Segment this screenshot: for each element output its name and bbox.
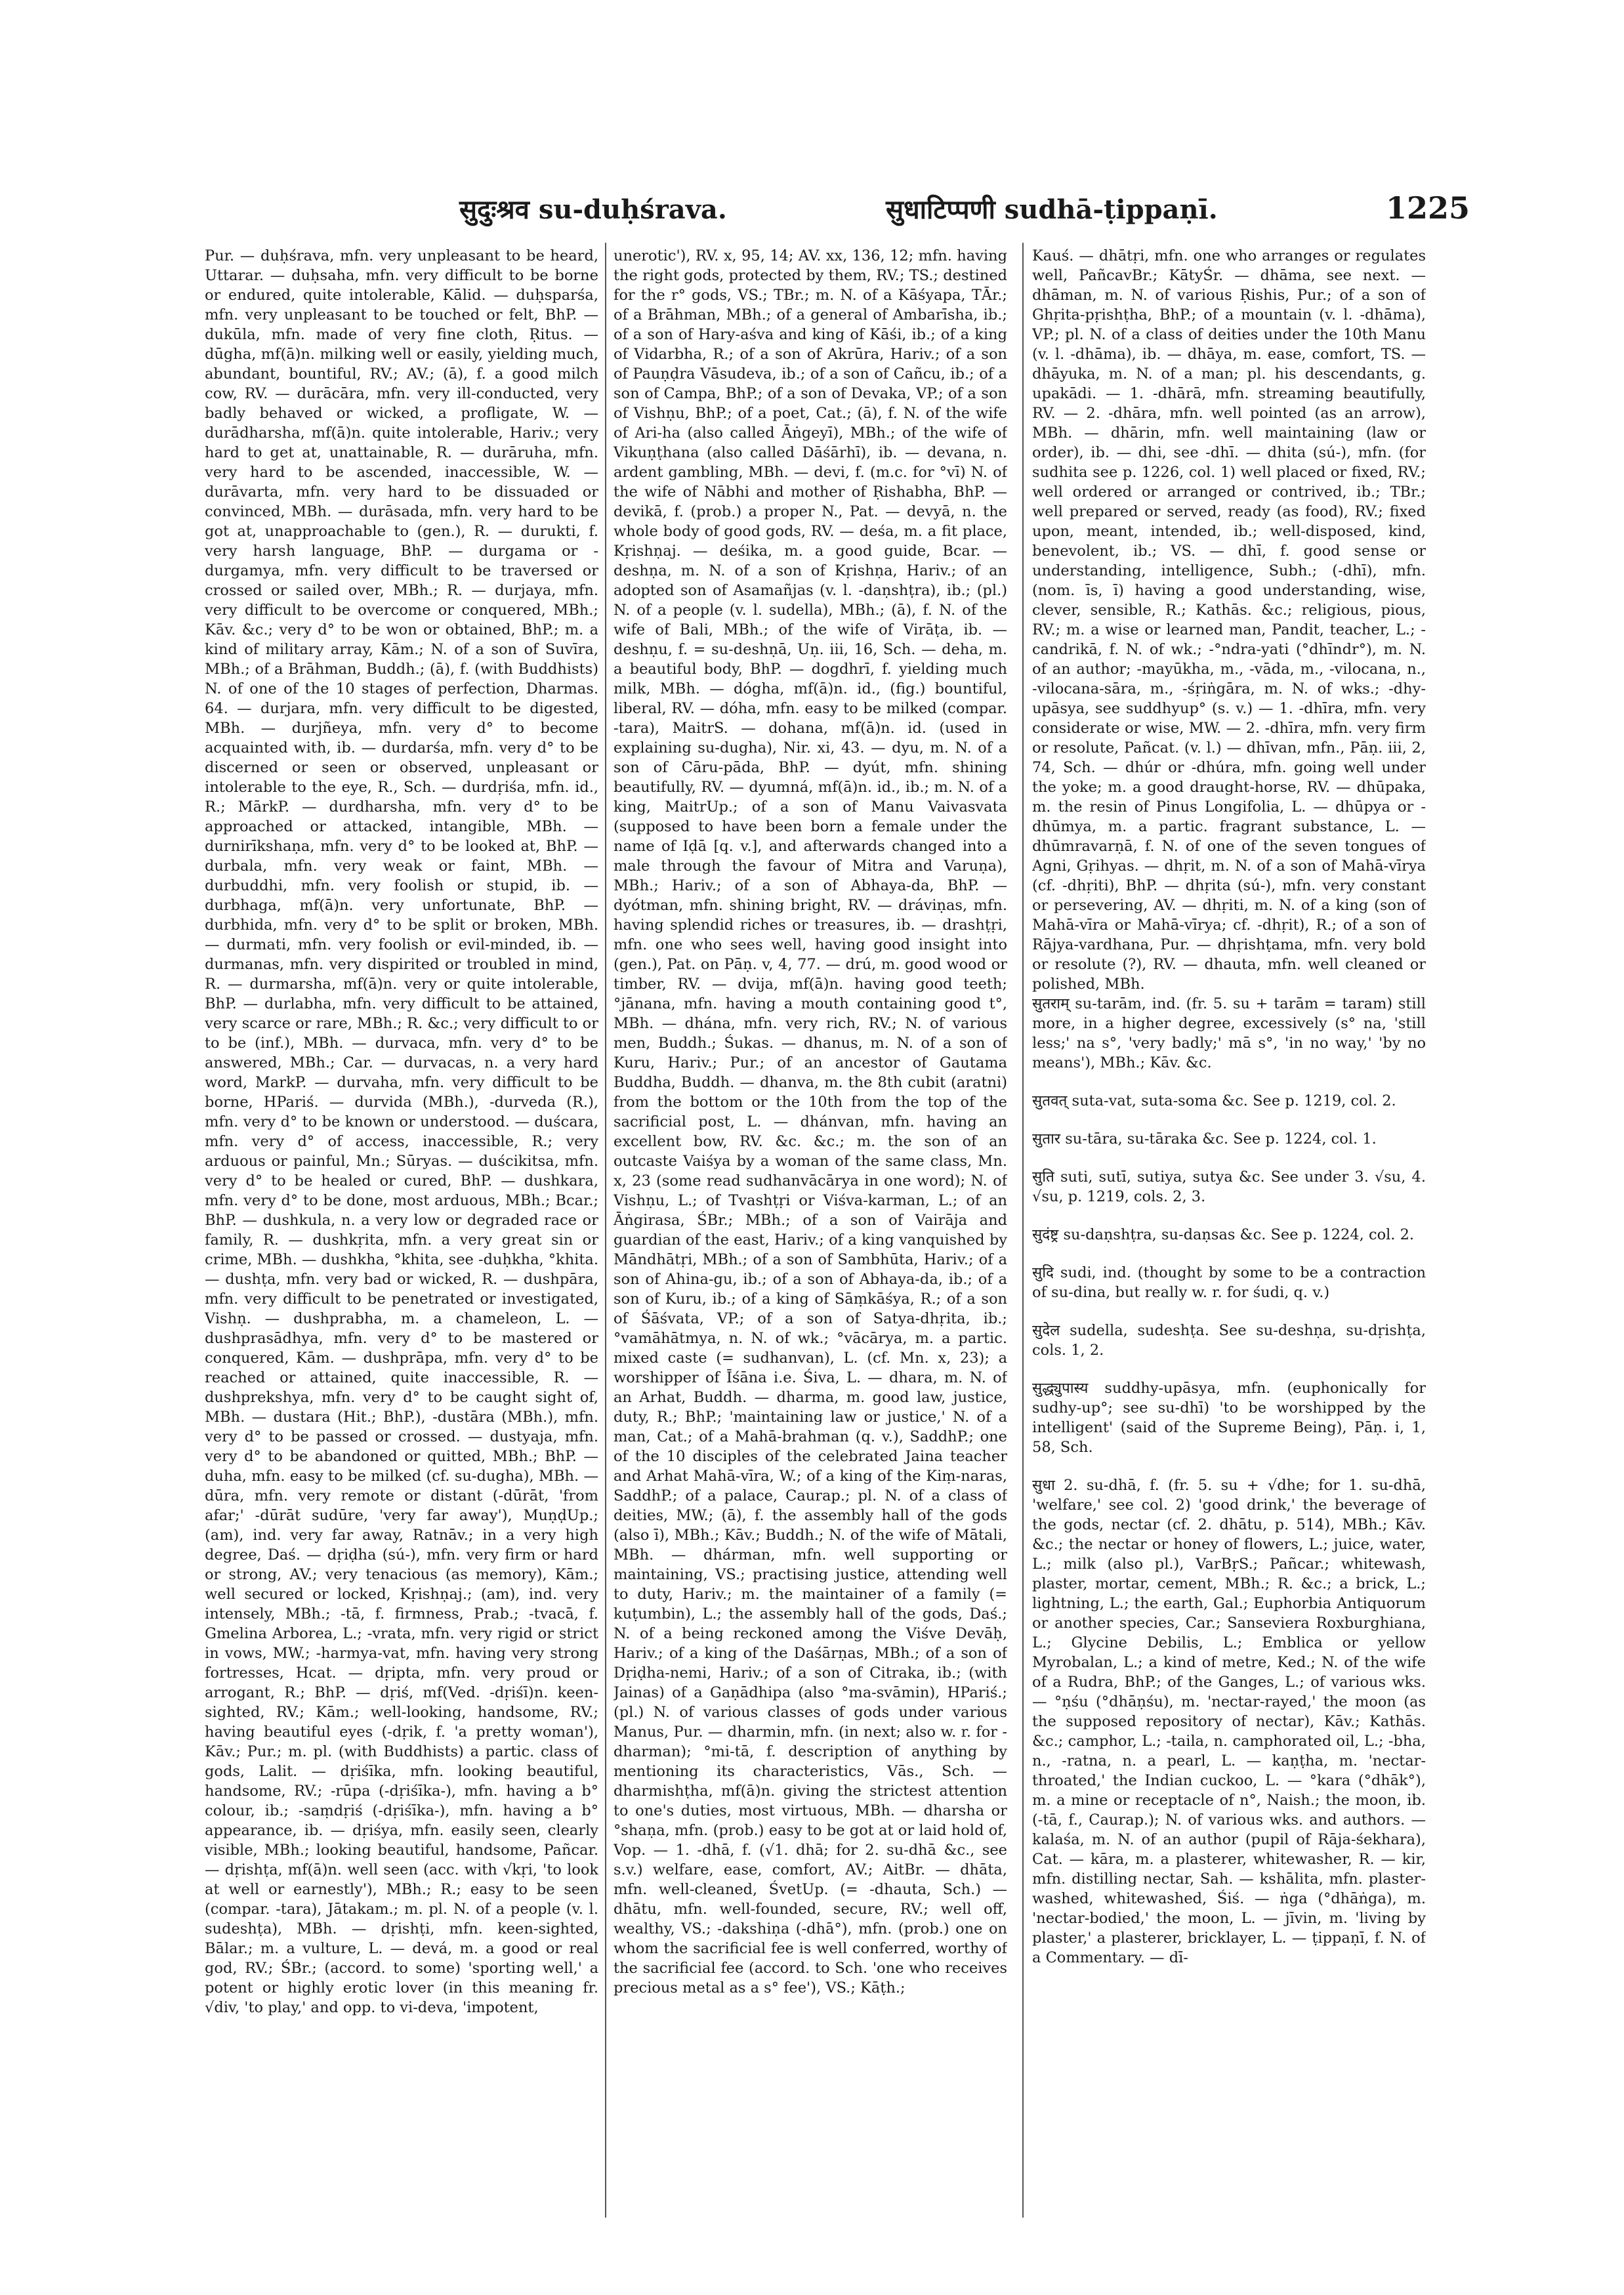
- dictionary-entry-sudha: सुधा 2. su-dhā, f. (fr. 5. su + √dhe; for 1. su-dhā, 'welfare,' see col. 2) 'good drink,' the beverage of the gods, nectar (cf. 2. dhātu, p. 514), MBh.; Kāv. &c.; the nectar or honey of flowers, L.; juice, water, L.; milk (also pl.), VarBṛS.; Pañcar.; whitewash, plaster, mortar, cement, MBh.; R. &c.; a brick, L.; lightning, L.; the earth, Gal.; Euphorbia Antiquorum or another species, Car.; Sanseviera Roxburghiana, L.; Glycine Debilis, L.; Emblica or yellow Myrobalan, L.; a kind of metre, Ked.; N. of the wife of a Rudra, BhP.; of the Ganges, L.; of various wks. — °ṇśu (°dhāṇśu), m. 'nectar-rayed,' the moon (as the supposed repository of nectar), Kāv.; Kathās. &c.; camphor, L.; -taila, n. camphorated oil, L.; -bha, n., -ratna, n. a pearl, L. — kaṇṭha, m. 'nectar-throated,' the Indian cuckoo, L. — °kara (°dhāk°), m. a mine or receptacle of n°, Naish.; the moon, ib. (-tā, f., Caurap.); N. of various wks. and authors. — kalaśa, m. N. of an author (pupil of Rāja-śekhara), Cat. — kāra, m. a plasterer, whitewasher, R. — kir, mfn. distilling nectar, Sah. — kshālita, mfn. plaster-washed, whitewashed, Śiś. — ṅga (°dhāṅga), m. 'nectar-bodied,' the moon, L. — jīvin, m. 'living by plaster,' a plasterer, bricklayer, L. — ṭippaṇī, f. N. of a Commentary. — dī-: [1032, 1477, 1426, 1966]
- column-2-text: unerotic'), RV. x, 95, 14; AV. xx, 136, 12; mfn. having the right gods, protected by them, RV.; TS.; destined for the r° gods, VS.; TBr.; m. N. of a Kāśyapa, TĀr.; of a Brāhman, MBh.; of a general of Ambarīsha, ib.; of a son of Hary-aśva and king of Kāśi, ib.; of a king of Vidarbha, R.; of a son of Akrūra, Hariv.; of a son of Pauṇḍra Vāsudeva, ib.; of a son of Cañcu, ib.; of a son of Campa, BhP.; of a son of Devaka, VP.; of a son of Vishṇu, BhP.; of a poet, Cat.; (ā), f. N. of the wife of Ari-ha (also called Āṅgeyī), MBh.; of the wife of Vikuṇṭhana (also called Dāśārhī), ib. — devana, n. ardent gambling, MBh. — devi, f. (m.c. for °vī) N. of the wife of Nābhi and mother of Ṛishabha, BhP. — devikā, f. (prob.) a proper N., Pat. — devyā, n. the whole body of good gods, RV. — deśa, m. a fit place, Kṛishṇaj. — deśika, m. a good guide, Bcar. — deshṇa, m. N. of a son of Kṛishṇa, Hariv.; of an adopted son of Asamañjas (v. l. -daṇshṭra), ib.; (pl.) N. of a people (v. l. sudella), MBh.; (ā), f. N. of the wife of Bali, MBh.; of the wife of Virāṭa, ib. — deshṇu, f. = su-deshṇā, Uṇ. iii, 16, Sch. — deha, m. a beautiful body, BhP. — dogdhrī, f. yielding much milk, MBh. — dógha, mf(ā)n. id., (fig.) bountiful, liberal, RV. — dóha, mfn. easy to be milked (compar. -tara), MaitrS. — dohana, mf(ā)n. id. (used in explaining su-dugha), Nir. xi, 43. — dyu, m. N. of a son of Cāru-pāda, BhP. — dyút, mfn. shining beautifully, RV. — dyumná, mf(ā)n. id., ib.; m. N. of a king, MaitrUp.; of a son of Manu Vaivasvata (supposed to have been born a female under the name of Iḍā [q. v.], and afterwards changed into a male through the favour of Mitra and Varuṇa), MBh.; Hariv.; of a son of Abhaya-da, BhP. — dyótman, mfn. shining bright, RV. — dráviṇas, mfn. having splendid riches or treasures, ib. — drashṭṛi, mfn. one who sees well, having good insight into (gen.), Pat. on Pāṇ. v, 4, 77. — drú, m. good wood or timber, RV. — dvija, mf(ā)n. having good teeth; °jānana, mfn. having a mouth containing good t°, MBh. — dhána, mfn. very rich, RV.; N. of various men, Buddh.; Śukas. — dhanus, m. N. of a son of Kuru, Hariv.; Pur.; of an ancestor of Gautama Buddha, Buddh. — dhanva, m. the 8th cubit (aratni) from the bottom or the 10th from the top of the sacrificial post, L. — dhánvan, mfn. having an excellent bow, RV. &c. &c.; m. the son of an outcaste Vaiśya by a woman of the same class, Mn. x, 23 (some read sudhanvācārya in one word); N. of Vishṇu, L.; of Tvashṭṛi or Viśva-karman, L.; of an Āṅgirasa, ŚBr.; MBh.; of a son of Vairāja and guardian of the east, Hariv.; of a king vanquished by Māndhātṛi, MBh.; of a son of Sambhūta, Hariv.; of a son of Ahina-gu, ib.; of a son of Abhaya-da, ib.; of a son of Kuru, ib.; of a king of Sāṃkāśya, R.; of a son of Śāśvata, VP.; of a son of Satya-dhṛita, ib.; °vamāhātmya, n. N. of wk.; °vācārya, m. a partic. mixed caste (= sudhanvan), L. (cf. Mn. x, 23); a worshipper of Īśāna i.e. Śiva, L. — dhara, m. N. of an Arhat, Buddh. — dharma, m. good law, justice, duty, R.; BhP.; 'maintaining law or justice,' N. of a man, Cat.; of a Mahā-brahman (q. v.), SaddhP.; one of the 10 disciples of the celebrated Jaina teacher and Arhat Mahā-vīra, W.; of a king of the Kiṃ-naras, SaddhP.; of a palace, Caurap.; pl. N. of a class of deities, MW.; (ā), f. the assembly hall of the gods (also ī), MBh.; Kāv.; Buddh.; N. of the wife of Mātali, MBh. — dhárman, mfn. well supporting or maintaining, VS.; practising justice, attending well to duty, Hariv.; m. the maintainer of a family (= kuṭumbin), L.; the assembly hall of the gods, Daś.; N. of a being reckoned among the Viśve Devāḥ, Hariv.; of a king of the Daśārṇas, MBh.; of a son of Dṛiḍha-nemi, Hariv.; of a son of Citraka, ib.; (with Jainas) of a Gaṇādhipa (also °ma-svāmin), HPariś.; (pl.) N. of various classes of gods under various Manus, Pur. — dharmin, mfn. (in next; also w. r. for -dharman); °mi-tā, f. description of anything by mentioning its characteristics, Vās., Sch. — dharmishṭha, mf(ā)n. giving the strictest attention to one's duties, most virtuous, MBh. — dharsha or °shaṇa, mfn. (prob.) easy to be got at or laid hold of, Vop. — 1. -dhā, f. (√1. dhā; for 2. su-dhā &c., see s.v.) welfare, ease, comfort, AV.; AitBr. — dhāta, mfn. well-cleaned, ŚvetUp. (= -dhauta, Sch.) — dhātu, mfn. well-founded, secure, RV.; well off, wealthy, VS.; -dakshiṇa (-dhā°), mfn. (prob.) one on whom the sacrificial fee is well conferred, worthy of the sacrificial fee (accord. to Sch. 'one who receives precious metal as a s° fee'), VS.; Kāṭh.;: [614, 247, 1007, 1996]
- column-3: [1032, 246, 1426, 2214]
- dictionary-entry-sudi: सुदि sudi, ind. (thought by some to be a contraction of su-dina, but really w. r. for śudi, q. v.): [1032, 1264, 1426, 1301]
- dictionary-entry-sutara: सुतार su-tāra, su-tāraka &c. See p. 1224, col. 1.: [1032, 1130, 1377, 1148]
- column-divider: [605, 243, 606, 2218]
- dictionary-entry-sudella: सुदेल sudella, sudeshṭa. See su-deshṇa, su-dṛishṭa, cols. 1, 2.: [1032, 1322, 1426, 1359]
- column-1: [205, 246, 598, 2214]
- dictionary-entry-suti: सुति suti, sutī, sutiya, sutya &c. See under 3. √su, 4. √su, p. 1219, cols. 2, 3.: [1032, 1168, 1426, 1205]
- left-running-headword: सुदुःश्रव su-duḥśrava.: [459, 194, 727, 225]
- right-running-headword: सुधाटिप्पणी sudhā-ṭippaṇī.: [886, 194, 1218, 225]
- dictionary-entry-suddhy-upasya: सुद्ध्युपास्य suddhy-upāsya, mfn. (euphonically for sudhy-up°; see su-dhī) 'to be worshipped by the intelligent' (said of the Supreme Being), Pāṇ. i, 1, 58, Sch.: [1032, 1380, 1426, 1456]
- column-divider: [1022, 243, 1024, 2218]
- page-header: [197, 190, 1476, 230]
- page-number: 1225: [1385, 190, 1470, 226]
- dictionary-entry-sutaram: सुतराम् su-tarām, ind. (fr. 5. su + tarām = taram) still more, in a higher degree, excessively (s° na, 'still less;' na s°, 'very badly;' mā s°, 'in no way,' 'by no means'), MBh.; Kāv. &c.: [1032, 995, 1426, 1071]
- column-2: [614, 246, 1007, 2214]
- column-1-text: Pur. — duḥśrava, mfn. very unpleasant to be heard, Uttarar. — duḥsaha, mfn. very difficult to be borne or endured, quite intolerable, Kālid. — duḥsparśa, mfn. very unpleasant to be touched or felt, BhP. — dukūla, mfn. made of very fine cloth, Ṛitus. — dūgha, mf(ā)n. milking well or easily, yielding much, abundant, bountiful, RV.; AV.; (ā), f. a good milch cow, RV. — durācāra, mfn. very ill-conducted, very badly behaved or wicked, a profligate, W. — durādharsha, mf(ā)n. quite intolerable, Hariv.; very hard to get at, unattainable, R. — durāruha, mfn. very hard to be ascended, inaccessible, W. — durāvarta, mfn. very hard to be dissuaded or convinced, MBh. — durāsada, mfn. very hard to be got at, unapproachable to (gen.), R. — durukti, f. very harsh language, BhP. — durgama or -durgamya, mfn. very difficult to be traversed or crossed or sailed over, MBh.; R. — durjaya, mfn. very difficult to be overcome or conquered, MBh.; Kāv. &c.; very d° to be won or obtained, BhP.; m. a kind of military array, Kām.; N. of a son of Suvīra, MBh.; of a Brāhman, Buddh.; (ā), f. (with Buddhists) N. of one of the 10 stages of perfection, Dharmas. 64. — durjara, mfn. very difficult to be digested, MBh. — durjñeya, mfn. very d° to become acquainted with, ib. — durdarśa, mfn. very d° to be discerned or seen or observed, unpleasant or intolerable to the eye, R., Sch. — durdṛiśa, mfn. id., R.; MārkP. — durdharsha, mfn. very d° to be approached or attacked, intangible, MBh. — durnirīkshaṇa, mfn. very d° to be looked at, BhP. — durbala, mfn. very weak or faint, MBh. — durbuddhi, mfn. very foolish or stupid, ib. — durbhaga, mf(ā)n. very unfortunate, BhP. — durbhida, mfn. very d° to be split or broken, MBh. — durmati, mfn. very foolish or evil-minded, ib. — durmanas, mfn. very dispirited or troubled in mind, R. — durmarsha, mf(ā)n. very or quite intolerable, BhP. — durlabha, mfn. very difficult to be attained, very scarce or rare, MBh.; R. &c.; very difficult to or to be (inf.), MBh. — durvaca, mfn. very d° to be answered, MBh.; Car. — durvacas, n. a very hard word, MarkP. — durvaha, mfn. very difficult to be borne, HPariś. — durvida (MBh.), -durveda (R.), mfn. very d° to be known or understood. — duścara, mfn. very d° of access, inaccessible, R.; very arduous or painful, Mn.; Sūryas. — duścikitsa, mfn. very d° to be healed or cured, BhP. — dushkara, mfn. very d° to be done, most arduous, MBh.; Bcar.; BhP. — dushkula, n. a very low or degraded race or family, R. — dushkṛita, mfn. a very great sin or crime, MBh. — dushkha, °khita, see -duḥkha, °khita. — dushṭa, mfn. very bad or wicked, R. — dushpāra, mfn. very difficult to be penetrated or investigated, Vishṇ. — dushprabha, m. a chameleon, L. — dushprasādhya, mfn. very d° to be mastered or conquered, Kām. — dushprāpa, mfn. very d° to be reached or attained, quite inaccessible, R. — dushprekshya, mfn. very d° to be caught sight of, MBh. — dustara (Hit.; BhP.), -dustāra (MBh.), mfn. very d° to be passed or crossed. — dustyaja, mfn. very d° to be abandoned or quitted, MBh.; BhP. — duha, mfn. easy to be milked (cf. su-dugha), MBh. — dūra, mfn. very remote or distant (-dūrāt, 'from afar;' -dūrāt sudūre, 'very far away'), MuṇḍUp.; (am), ind. very far away, Ratnāv.; in a very high degree, Daś. — dṛiḍha (sú-), mfn. very firm or hard or strong, AV.; very tenacious (as memory), Kām.; well secured or locked, Kṛishṇaj.; (am), ind. very intensely, MBh.; -tā, f. firmness, Prab.; -tvacā, f. Gmelina Arborea, L.; -vrata, mfn. very rigid or strict in vows, MW.; -harmya-vat, mfn. having very strong fortresses, Hcat. — dṛipta, mfn. very proud or arrogant, R.; BhP. — dṛiś, mf(Ved. -dṛiśī)n. keen-sighted, RV.; Kām.; well-looking, handsome, RV.; having beautiful eyes (-dṛik, f. 'a pretty woman'), Kāv.; Pur.; m. pl. (with Buddhists) a partic. class of gods, Lalit. — dṛiśīka, mfn. looking beautiful, handsome, RV.; -rūpa (-dṛiśīka-), mfn. having a b° colour, ib.; -saṃdṛiś (-dṛiśīka-), mfn. having a b° appearance, ib. — dṛiśya, mfn. easily seen, clearly visible, MBh.; looking beautiful, handsome, Pañcar. — dṛishṭa, mf(ā)n. well seen (acc. with √kṛi, 'to look at well or earnestly'), MBh.; R.; easy to be seen (compar. -tara), Jātakam.; m. pl. N. of a people (v. l. sudeshṭa), MBh. — dṛishṭi, mfn. keen-sighted, Bālar.; m. a vulture, L. — devá, m. a good or real god, RV.; ŚBr.; (accord. to some) 'sporting well,' a potent or highly erotic lover (in this meaning fr. √div, 'to play,' and opp. to vi-deva, 'impotent,: [205, 247, 598, 2016]
- dictionary-entry-sudanshtra: सुदंष्ट्र su-daṇshṭra, su-daṇsas &c. See p. 1224, col. 2.: [1032, 1226, 1415, 1243]
- column-3-text: Kauś. — dhātṛi, mfn. one who arranges or regulates well, PañcavBr.; KātyŚr. — dhāma, see next. — dhāman, m. N. of various Ṛishis, Pur.; of a son of Ghṛita-pṛishṭha, BhP.; of a mountain (v. l. -dhāma), VP.; pl. N. of a class of deities under the 10th Manu (v. l. -dhāma), ib. — dhāya, m. ease, comfort, TS. — dhāyuka, m. N. of a man; pl. his descendants, g. upakādi. — 1. -dhārā, mfn. streaming beautifully, RV. — 2. -dhāra, mfn. well pointed (as an arrow), MBh. — dhārin, mfn. well maintaining (law or order), ib. — dhi, see -dhī. — dhita (sú-), mfn. (for sudhita see p. 1226, col. 1) well placed or fixed, RV.; well ordered or arranged or contrived, ib.; TBr.; well prepared or served, ready (as food), RV.; fixed upon, meant, intended, ib.; well-disposed, kind, benevolent, ib.; VS. — dhī, f. good sense or understanding, intelligence, Subh.; (-dhī), mfn. (nom. īs, ī) having a good understanding, wise, clever, sensible, R.; Kathās. &c.; religious, pious, RV.; m. a wise or learned man, Pandit, teacher, L.; -candrikā, f. N. of wk.; -°ndra-yati (°dhīndr°), m. N. of an author; -mayūkha, m., -vāda, m., -vilocana, n., -vilocana-sāra, m., -śṛiṅgāra, m. N. of wks.; -dhy-upāsya, see suddhyup° (s. v.) — 1. -dhīra, mfn. very considerate or wise, MW. — 2. -dhīra, mfn. very firm or resolute, Pañcat. (v. l.) — dhīvan, mfn., Pāṇ. iii, 2, 74, Sch. — dhúr or -dhúra, mfn. going well under the yoke; m. a good draught-horse, RV. — dhūpaka, m. the resin of Pinus Longifolia, L. — dhūpya or -dhūmya, m. a partic. fragrant substance, L. — dhūmravarṇā, f. N. of one of the seven tongues of Agni, Gṛihyas. — dhṛit, m. N. of a son of Mahā-vīrya (cf. -dhṛiti), BhP. — dhṛita (sú-), mfn. very constant or persevering, AV. — dhṛiti, m. N. of a king (son of Mahā-vīra or Mahā-vīrya; cf. -dhṛit), R.; of a son of Rājya-vardhana, Pur. — dhṛishṭama, mfn. very bold or resolute (?), RV. — dhauta, mfn. well cleaned or polished, MBh.: [1032, 247, 1426, 993]
- dictionary-entry-sutavat: सुतवत् suta-vat, suta-soma &c. See p. 1219, col. 2.: [1032, 1092, 1396, 1109]
